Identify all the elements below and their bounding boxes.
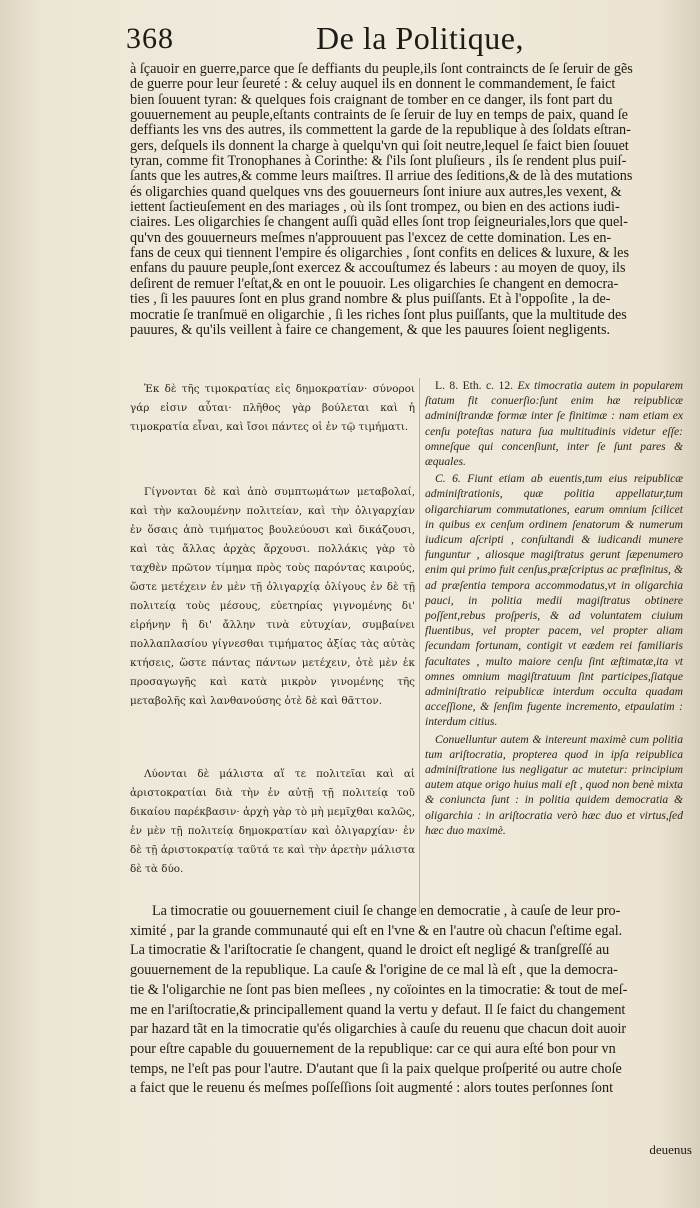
- text-line: iettent ſactieuſement en des mariages , où ils ſont trompez, ou bien en des actions iudi-: [130, 200, 620, 216]
- page-number: 368: [126, 22, 174, 55]
- text-line: enfans du pauure peuple,ſont exercez & accouſtumez és labeurs : au moyen de quoy, ils: [130, 261, 626, 277]
- latin-paragraph: Conuelluntur autem & intereunt maximè cum politia tum ariſtocratia, propterea quod in ipſa reipublica adminiſtratione ius negligatur ac mutetur: principium autem atque origo huius mali eſt , quod non benè mixta & coniuncta ſunt : in politia quidem democratia & oligarchia : in ariſtocratia verò hæc duo et virtus,ſed hæc duo maximè.: [425, 732, 683, 837]
- text-line: gouuernement au peuple,eſtants contraints de ſe ſeruir de luy en temps de paix, quand ſe: [130, 108, 628, 124]
- text-line: tie & l'oligarchie ne ſont pas bien meſlees , ny coïointes en la timocratie: & tout de meſ-: [130, 981, 628, 998]
- greek-commentary-column: [130, 380, 415, 925]
- latin-paragraph: C. 6. Fiunt etiam ab euentis,tum eius reipublicæ adminiſtrationis, quæ politia appellatur,tum oligarchiarum commutationes, earum omnium ſcilicet in quibus ex cenſum ordinem ſenatorum & numerum iudicum aſcripti , conſultandi & iudicandi munere funguntur , aliosque magiſtratus gerunt ſæpenumero enim qui primo fuit cenſus,præſcriptus ac præfinitus, & ad præſentia tempora accommodatus,vt in oligarchia pauci, in politia medii magiſtratus obtinere poſſent,rebus proſperis, & ad voluntatem ciuium fluentibus, vel propter pacem, vel propter aliam ſecundam fortunam, contigit vt eædem rei familiaris facultates , multo maiore cenſu ſint æſtimatæ,ita vt omnes omnium magiſtratuum ſint participes,ſiatque adminiſtratio reipublicæ interdum occulta quadam acceſſione, & ſenſim fugente incremento, etpaulatim : interdum citius.: [425, 472, 683, 729]
- catchword: deuenus: [649, 1142, 692, 1157]
- text-line: La timocratie ou gouuernement ciuil ſe change en democratie , à cauſe de leur pro-: [152, 903, 621, 919]
- text-line: ties , ſi les pauures ſont en plus grand nombre & plus puiſſants. Et à l'oppoſite , la de-: [130, 292, 611, 308]
- main-text-block: [130, 62, 682, 338]
- text-line: a faict que le reuenu és meſmes poſſeſſions ſoit augmenté : alors toutes perſonnes ſont: [130, 1080, 614, 1097]
- text-line: bien ſouuent tyran: & quelques fois craignant de tomber en ce danger, ils font part du: [130, 92, 613, 108]
- column-divider: [419, 378, 420, 914]
- text-line: deffiants les vns des autres, ils commettent la garde de la republique à des ſoldats eſtran-: [130, 123, 631, 139]
- text-line: La timocratie & l'ariſtocratie ſe changent, quand le droict eſt negligé & tranſgreſſé au: [130, 942, 610, 959]
- text-line: me en l'ariſtocratie,& principallement quand la vertu y defaut. Il ſe faict du changement: [130, 1001, 626, 1018]
- page-header: [0, 14, 700, 64]
- text-line: temps, ne l'eſt pas pour l'autre. D'autant que ſi la paix quelque proſperité ou autre choſe: [130, 1060, 622, 1077]
- text-line: és oligarchies quand quelques vns des gouuerneurs ſont iniure aux autres,les vexent, &: [130, 184, 622, 200]
- text-line: ſants que les autres,& comme leurs maiſtres. Il arriue des ſeditions,& de là des mutations: [130, 169, 633, 185]
- text-line: pauures, & qu'ils veillent à faire ce changement, & que les pauures ſoient negligents.: [130, 322, 611, 338]
- text-line: de guerre pour leur ſeureté : & celuy auquel ils en donnent le commandement, ſe faict: [130, 77, 616, 93]
- text-line: à ſçauoir en guerre,parce que ſe deffiants du peuple,ils ſont contraincts de ſe ſeruir de gẽs: [130, 62, 633, 77]
- text-line: mocratie ſe tranſmuë en oligarchie , ſi les riches ſont plus puiſſants, que la multitude des: [130, 307, 627, 323]
- text-line: deſirent de remuer l'eſtat,& en ont le pouuoir. Les oligarchies ſe changent en democra-: [130, 276, 619, 292]
- source-reference: L. 8. Eth. c. 12.: [435, 379, 514, 392]
- text-line: ximité , par la grande communauté qui eſt en l'vne & en l'autre où chacun ſ'eſtime egal.: [130, 922, 623, 939]
- text-line: gers, deſquels ils donnent la charge à quelqu'vn qui ſoit neutre,lequel ſe faict bien ſouuet: [130, 138, 629, 154]
- latin-commentary-column: [425, 378, 683, 840]
- text-line: pour eſtre capable du gouuernement de la republique: car ce qui aura eſté bon pour vn: [130, 1040, 616, 1057]
- greek-paragraph: Ἐκ δὲ τῆς τιμοκρατίας εἰς δημοκρατίαν· σύνοροι γάρ εἰσιν αὗται· πλῆθος γὰρ βούλεται καὶ ἡ τιμοκρατία εἶναι, καὶ ἴσοι πάντες οἱ ἐν τῷ τιμήματι.: [130, 383, 415, 433]
- latin-paragraph: [425, 378, 683, 469]
- greek-paragraph: Γίγνονται δὲ καὶ ἀπὸ συμπτωμάτων μεταβολαί, καὶ τὴν καλουμένην πολιτείαν, καὶ τὴν ὀλιγαρχίαν ἐν ὅσαις ἀπὸ τιμήματος βουλεύουσι καὶ δικάζουσι, καὶ τὰς ἄλλας ἀρχὰς ἄρχουσι. πολλάκις γὰρ τὸ ταχθὲν πρῶτον τίμημα πρὸς τοὺς παρόντας καιρούς, ὥστε μετέχειν ἐν μὲν τῇ ὀλιγαρχίᾳ ὀλίγους ἐν δὲ τῇ πολιτείᾳ τοὺς μέσους, εὐετηρίας γιγνομένης δι' εἰρήνην ἢ δι' ἄλλην τινὰ εὐτυχίαν, συμβαίνει πολλαπλασίου γίγνεσθαι τιμήματος ἀξίας τὰς αὐτὰς κτήσεις, ὥστε πάντας πάντων μετέχειν, ὁτὲ μὲν ἐκ προσαγωγῆς καὶ κατὰ μικρὸν γινομένης τῆς μεταβολῆς καὶ λανθανούσης ὁτὲ δὲ καὶ θᾶττον.: [130, 486, 415, 707]
- running-title: De la Politique,: [316, 20, 524, 56]
- text-line: ciaires. Les oligarchies ſe changent auſſi quãd elles ſont trop ſeigneuriales,lors que quel-: [130, 215, 628, 231]
- summary-text-block: [130, 902, 692, 1099]
- text-line: par hazard tãt en la timocratie qu'és oligarchies à cauſe du reuenu que chacun doit auoir: [130, 1021, 627, 1038]
- latin-paragraph-text: Ex timocratia autem in popularem ſtatum fit conuerſio:ſunt enim hæ reipublicæ adminiſtrandæ formæ inter ſe finitimæ : nam etiam ex cenſu poteſtas natura ſua multitudinis videtur eſſe: omneſque qui concenſiunt, inter ſe ſunt pares & æquales.: [425, 379, 683, 469]
- text-line: qu'vn des gouuerneurs meſmes n'approuuent pas l'excez de cette domination. Les en-: [130, 230, 612, 246]
- text-line: fans de ceux qui tiennent l'empire és oligarchies , ſont confits en delices & luxure, & les: [130, 246, 629, 262]
- text-line: gouuernement de la republique. La cauſe & l'origine de ce mal là eſt , que la democra-: [130, 962, 618, 979]
- greek-paragraph: Λύονται δὲ μάλιστα αἵ τε πολιτεῖαι καὶ αἱ ἀριστοκρατίαι διὰ τὴν ἐν αὐτῇ τῇ πολιτείᾳ τοῦ δικαίου παρέκβασιν· ἀρχὴ γὰρ τὸ μὴ μεμῖχθαι καλῶς, ἐν μὲν τῇ πολιτείᾳ δημοκρατίαν καὶ ὀλιγαρχίαν· ἐν δὲ τῇ ἀριστοκρατίᾳ ταῦτά τε καὶ τὴν ἀρετὴν μάλιστα δὲ τὰ δύο.: [130, 768, 415, 875]
- text-line: tyran, comme fit Tronophanes à Corinthe: & ſ'ils ſont pluſieurs , ils ſe rendent plus puiſ-: [130, 154, 627, 170]
